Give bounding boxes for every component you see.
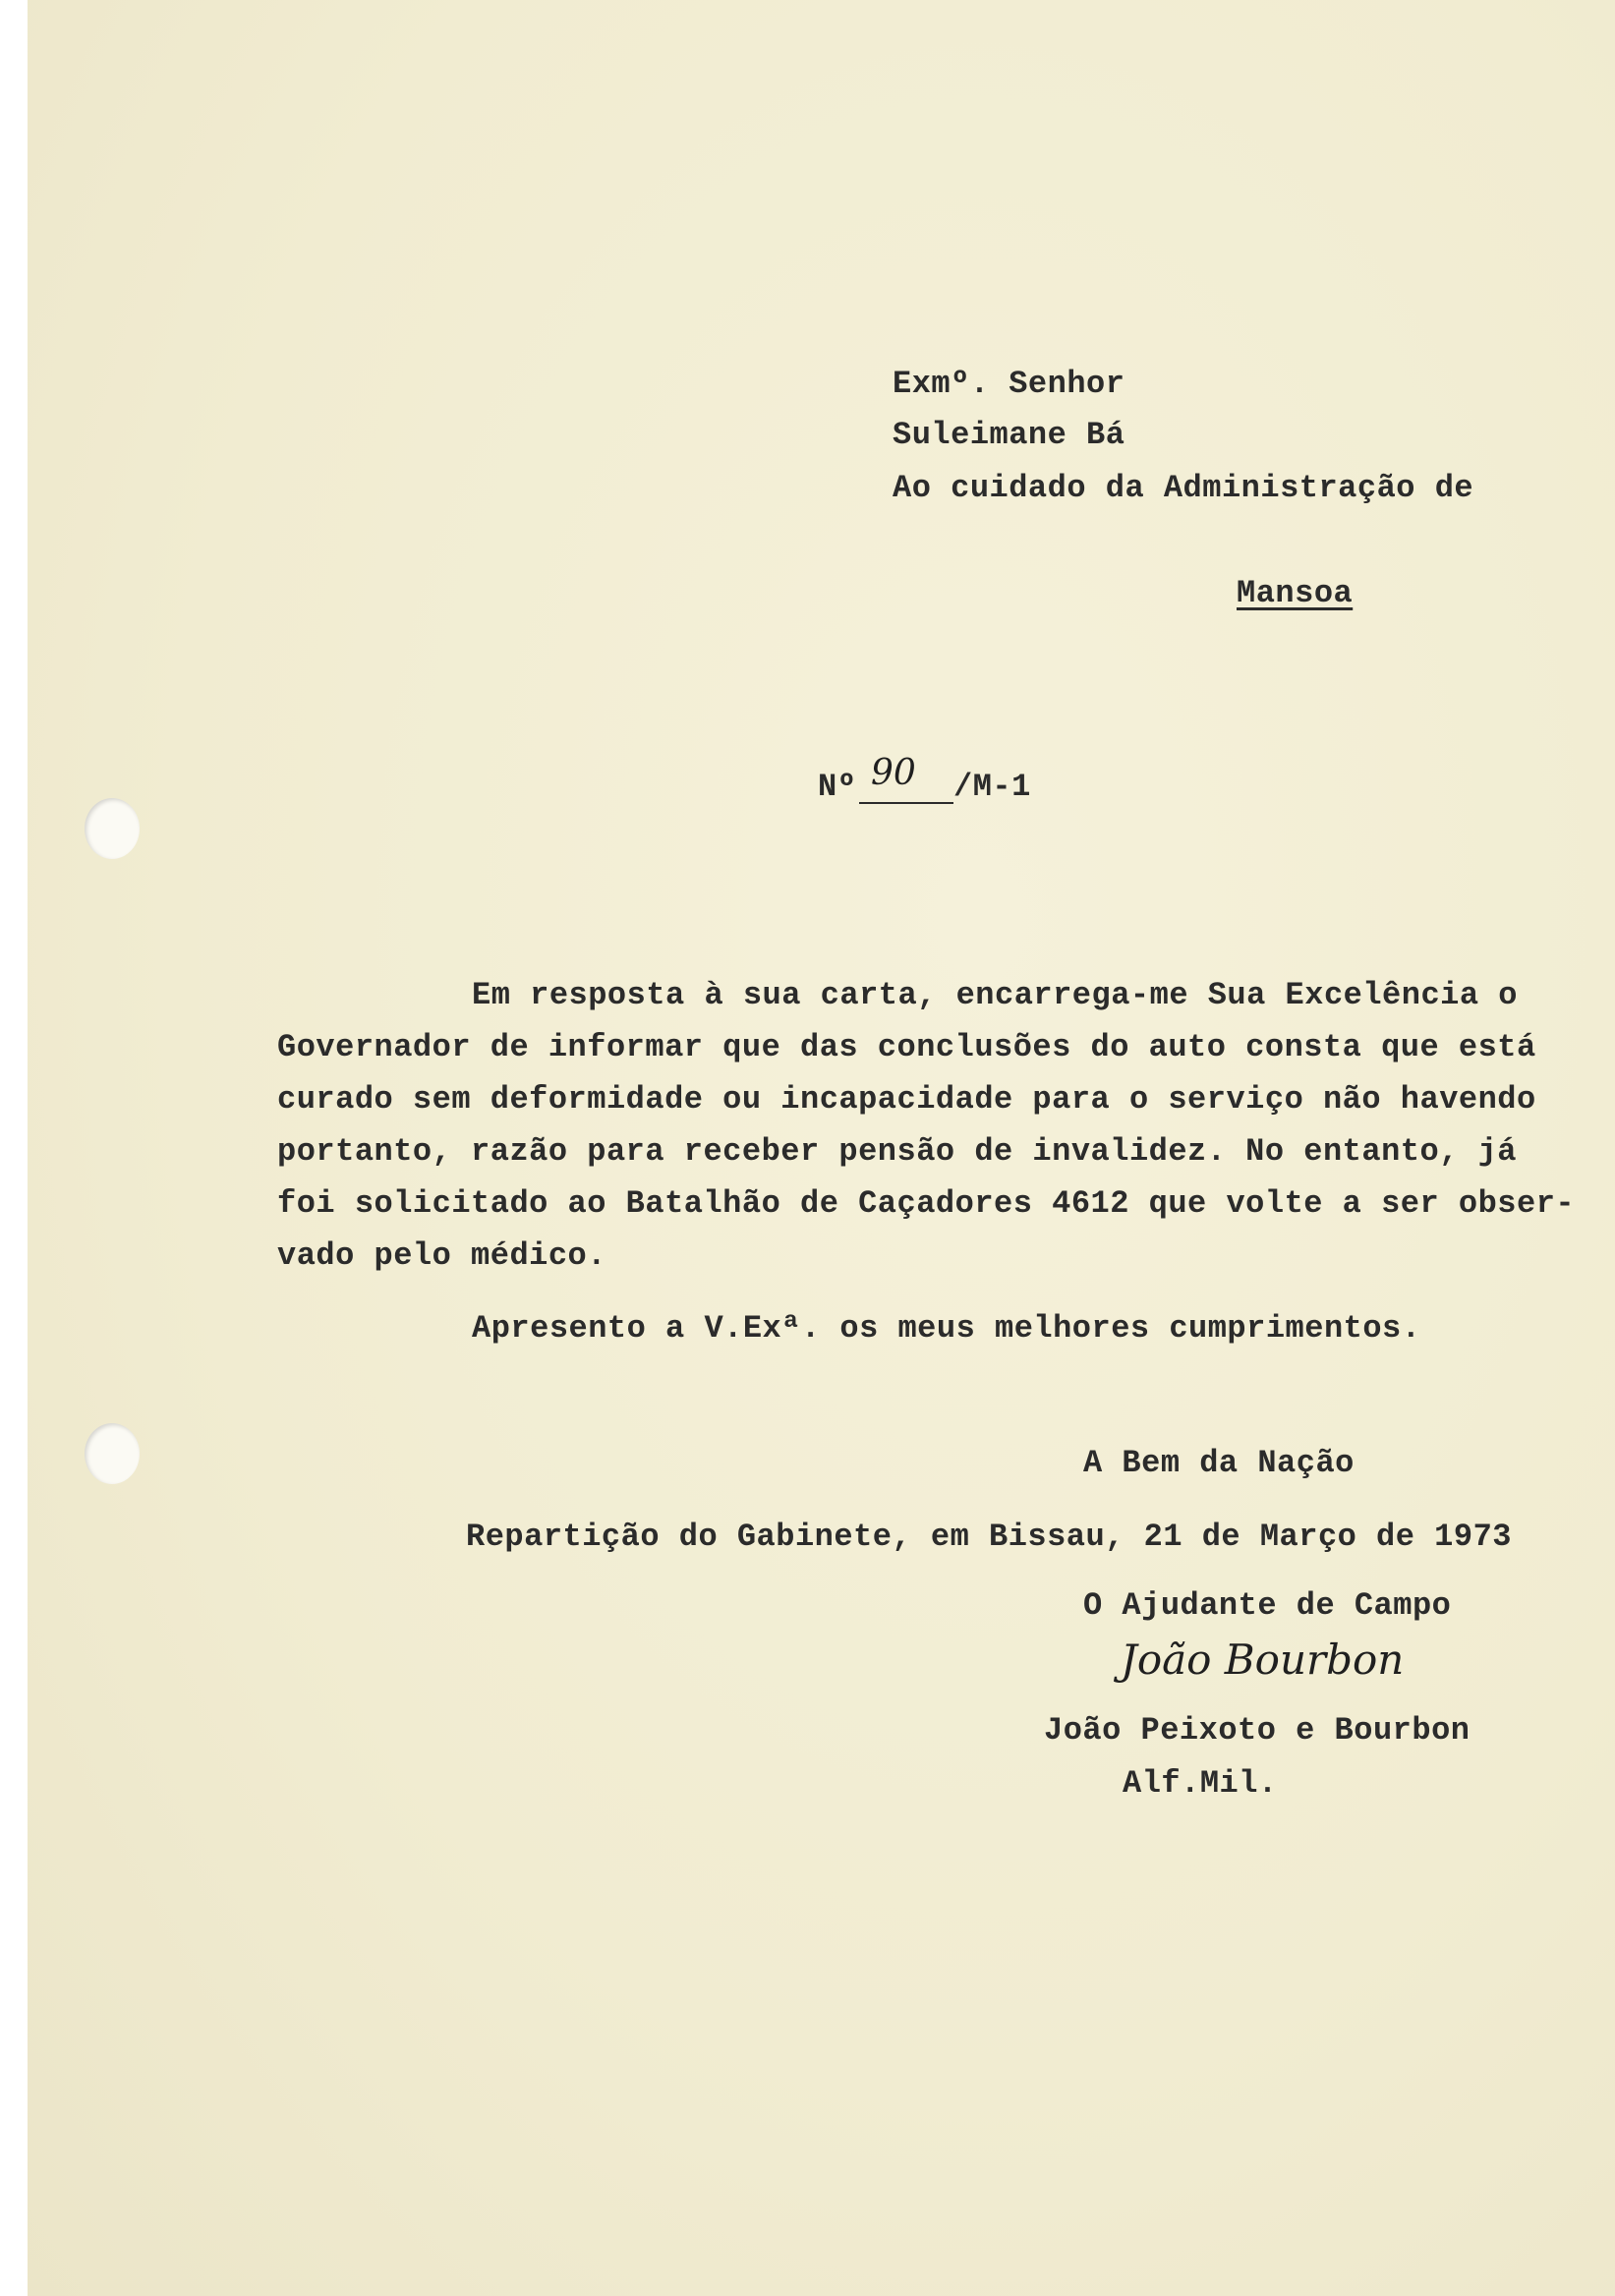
place-date: Repartição do Gabinete, em Bissau, 21 de Março de 1973	[466, 1519, 1512, 1555]
punch-hole-top	[85, 798, 140, 859]
body-line-6: vado pelo médico.	[277, 1237, 606, 1274]
handwritten-signature: João Bourbon	[1121, 1636, 1405, 1684]
motto: A Bem da Nação	[1083, 1445, 1355, 1481]
recipient-salutation: Exmº. Senhor	[893, 366, 1125, 402]
recipient-care-of: Ao cuidado da Administração de	[893, 470, 1474, 506]
body-line-4: portanto, razão para receber pensão de invalidez. No entanto, já	[277, 1133, 1517, 1170]
signer-name: João Peixoto e Bourbon	[1044, 1712, 1471, 1749]
signer-rank: Alf.Mil.	[1123, 1765, 1278, 1802]
reference-number-handwritten: 90	[871, 753, 916, 793]
reference-number-line	[859, 802, 953, 804]
body-line-5: foi solicitado ao Batalhão de Caçadores 4612 que volte a ser obser-	[277, 1185, 1576, 1222]
body-line-3: curado sem deformidade ou incapacidade para o serviço não havendo	[277, 1081, 1536, 1118]
body-line-1: Em resposta à sua carta, encarrega-me Sua Excelência o	[472, 977, 1518, 1013]
punch-hole-bottom	[85, 1423, 140, 1484]
closing-line: Apresento a V.Exª. os meus melhores cumprimentos.	[472, 1310, 1421, 1347]
recipient-name: Suleimane Bá	[893, 417, 1125, 453]
reference-prefix: Nº	[818, 769, 857, 805]
signer-role: O Ajudante de Campo	[1083, 1587, 1452, 1624]
reference-suffix: /M-1	[953, 769, 1031, 805]
recipient-place: Mansoa	[1237, 575, 1354, 611]
body-line-2: Governador de informar que das conclusões do auto consta que está	[277, 1029, 1536, 1065]
